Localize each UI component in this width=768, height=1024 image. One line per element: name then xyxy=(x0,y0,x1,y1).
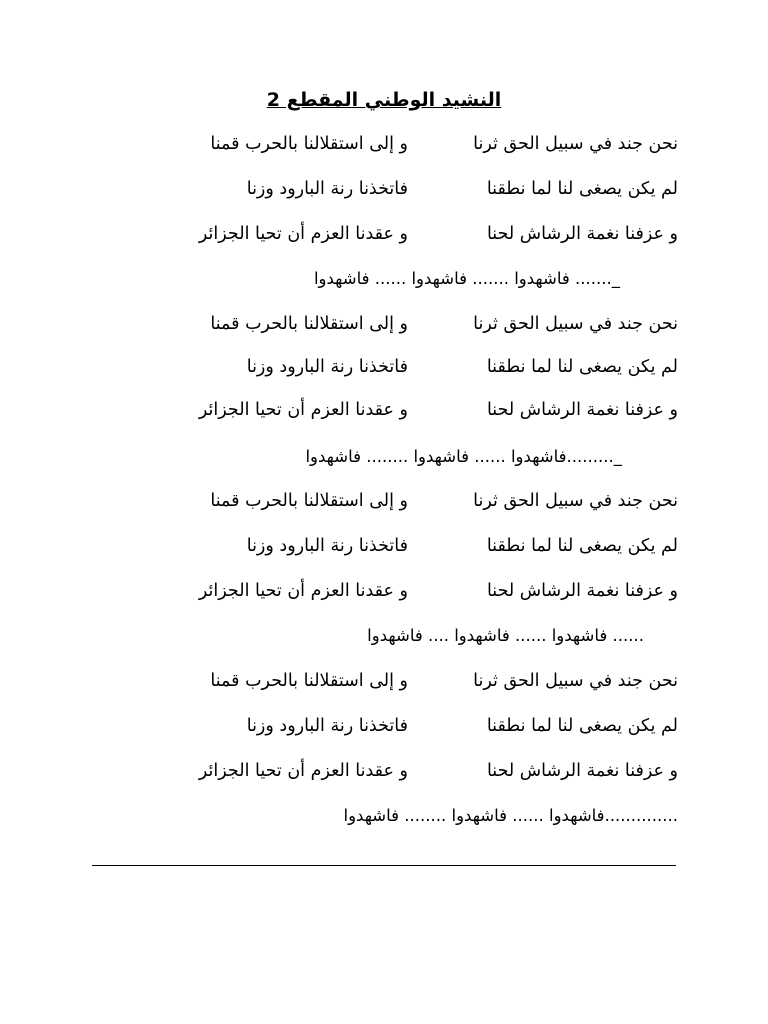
refrain-line-3: ...... فاشهدوا ...... فاشهدوا .... فاشهدوا xyxy=(367,626,644,645)
verse-line-12-second-half: و عقدنا العزم أن تحيا الجزائر xyxy=(198,761,408,781)
verse-line-3-first-half: و عزفنا نغمة الرشاش لحنا xyxy=(486,224,678,244)
verse-line-6-first-half: و عزفنا نغمة الرشاش لحنا xyxy=(486,400,678,420)
verse-line-1-first-half: نحن جند في سبيل الحق ثرنا xyxy=(473,134,678,154)
verse-line-7-second-half: و إلى استقلالنا بالحرب قمنا xyxy=(210,491,408,511)
verse-line-2-second-half: فاتخذنا رنة البارود وزنا xyxy=(246,179,408,199)
verse-line-5-second-half: فاتخذنا رنة البارود وزنا xyxy=(246,357,408,377)
verse-line-10-first-half: نحن جند في سبيل الحق ثرنا xyxy=(473,671,678,691)
refrain-line-1: _....... فاشهدوا ....... فاشهدوا ...... فاشهدوا xyxy=(313,269,620,288)
verse-line-4-first-half: نحن جند في سبيل الحق ثرنا xyxy=(473,314,678,334)
verse-line-1-second-half: و إلى استقلالنا بالحرب قمنا xyxy=(210,134,408,154)
verse-line-4-second-half: و إلى استقلالنا بالحرب قمنا xyxy=(210,314,408,334)
verse-line-10-second-half: و إلى استقلالنا بالحرب قمنا xyxy=(210,671,408,691)
verse-line-11-first-half: لم يكن يصغى لنا لما نطقنا xyxy=(486,716,678,736)
verse-line-9-second-half: و عقدنا العزم أن تحيا الجزائر xyxy=(198,581,408,601)
refrain-line-2: _.........فاشهدوا ...... فاشهدوا ........ فاشهدوا xyxy=(305,447,622,466)
verse-line-2-first-half: لم يكن يصغى لنا لما نطقنا xyxy=(486,179,678,199)
verse-line-5-first-half: لم يكن يصغى لنا لما نطقنا xyxy=(486,357,678,377)
verse-line-7-first-half: نحن جند في سبيل الحق ثرنا xyxy=(473,491,678,511)
verse-line-8-second-half: فاتخذنا رنة البارود وزنا xyxy=(246,536,408,556)
verse-line-12-first-half: و عزفنا نغمة الرشاش لحنا xyxy=(486,761,678,781)
verse-line-8-first-half: لم يكن يصغى لنا لما نطقنا xyxy=(486,536,678,556)
document-title: النشيد الوطني المقطع 2 xyxy=(266,89,502,111)
verse-line-6-second-half: و عقدنا العزم أن تحيا الجزائر xyxy=(198,400,408,420)
verse-line-11-second-half: فاتخذنا رنة البارود وزنا xyxy=(246,716,408,736)
verse-line-9-first-half: و عزفنا نغمة الرشاش لحنا xyxy=(486,581,678,601)
verse-line-3-second-half: و عقدنا العزم أن تحيا الجزائر xyxy=(198,224,408,244)
bottom-horizontal-rule xyxy=(92,865,676,866)
refrain-line-4: ..............فاشهدوا ...... فاشهدوا ........ فاشهدوا xyxy=(343,806,678,825)
